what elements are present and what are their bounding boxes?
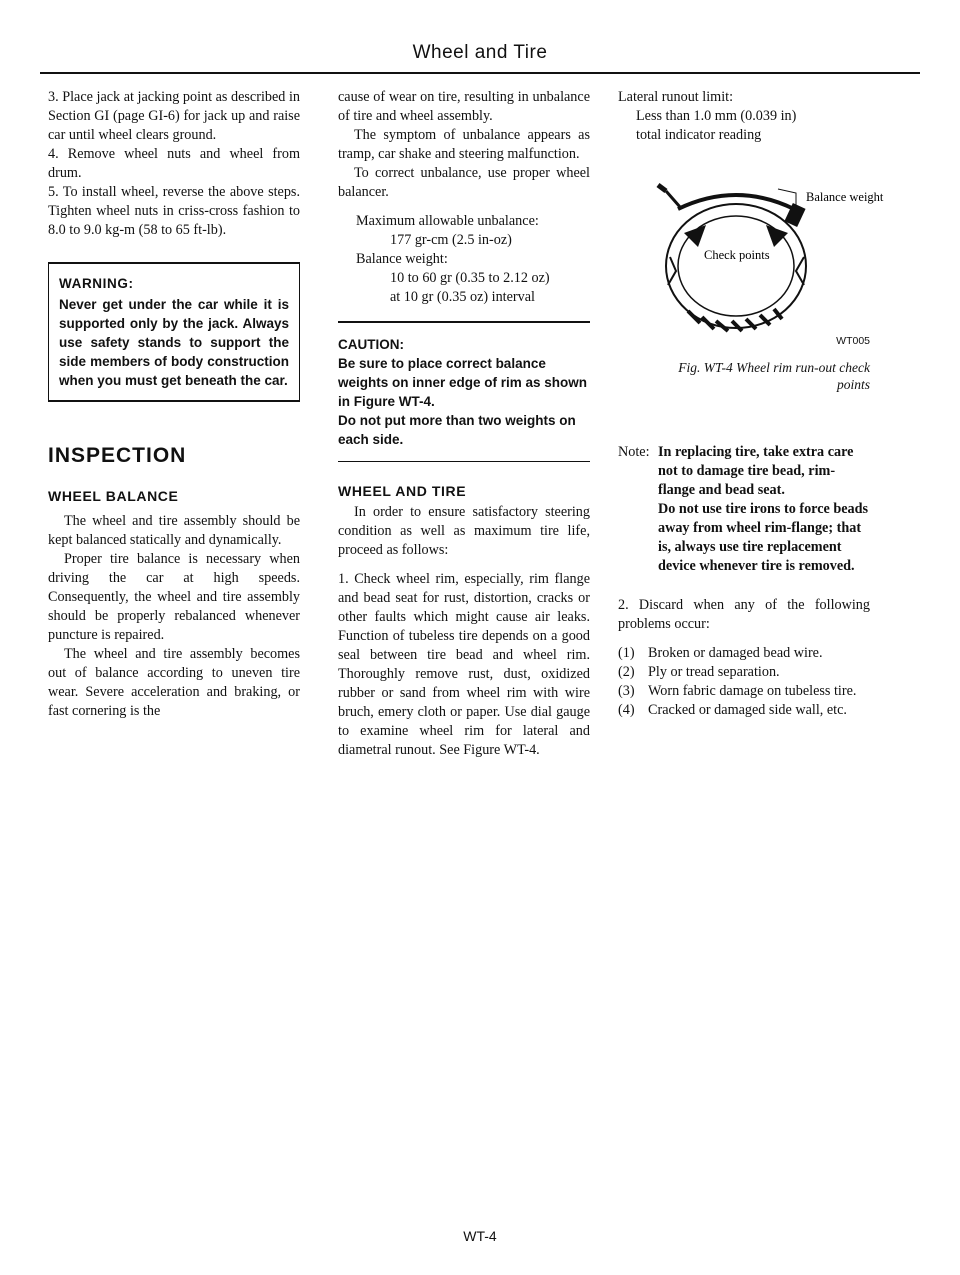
unbalance-paragraph-1: cause of wear on tire, resulting in unbalance of tire and wheel assembly.	[338, 89, 590, 124]
list-item	[618, 701, 870, 720]
label-check-points: Check points	[704, 248, 770, 262]
side-pointer-left	[668, 257, 676, 285]
note-label: Note:	[618, 444, 650, 460]
list-item	[618, 644, 870, 663]
list-item-number: (1)	[618, 645, 635, 661]
caution-box	[338, 323, 590, 461]
wheel-and-tire-heading: WHEEL AND TIRE	[338, 483, 467, 499]
figure-caption-line-1: Fig. WT-4 Wheel rim run-out check	[678, 360, 870, 375]
note-text-2: Do not use tire irons to force beads away from wheel rim-flange; that is, always use tire replacement device whenever tire is removed.	[658, 501, 869, 574]
wheel-tire-intro: In order to ensure satisfactory steering condition as well as maximum tire life, proceed as follows:	[338, 504, 590, 558]
tire-outline	[666, 204, 806, 328]
spec-label-balance-weight: Balance weight:	[356, 251, 448, 267]
side-pointer-right	[796, 257, 804, 285]
caution-bottom-rule	[338, 461, 590, 463]
warning-text: Never get under the car while it is supported only by the jack. Always use safety stands to support the side members of body construction when you must get beneath the car.	[59, 297, 289, 388]
label-balance-weight: Balance weight	[806, 190, 884, 204]
spec-value-balance-weight-range: 10 to 60 gr (0.35 to 2.12 oz)	[390, 270, 550, 286]
balance-specs	[338, 212, 590, 307]
spec-label-unbalance: Maximum allowable unbalance:	[356, 213, 539, 229]
wheel-balance-paragraph-1: The wheel and tire assembly should be kept balanced statically and dynamically.	[48, 513, 300, 548]
note-block	[618, 443, 870, 500]
list-item-number: (3)	[618, 683, 635, 699]
rim-flange-top	[678, 195, 794, 209]
wheel-balance-heading: WHEEL BALANCE	[48, 488, 179, 504]
spec-value-unbalance: 177 gr-cm (2.5 in-oz)	[390, 232, 512, 248]
step-5: 5. To install wheel, reverse the above steps. Tighten wheel nuts in criss-cross fashion to 8.0 to 9.0 kg-m (58 to 65 ft-lb).	[48, 184, 300, 238]
warning-box	[48, 262, 300, 402]
unbalance-paragraph-2: The symptom of unbalance appears as tramp, car shake and steering malfunction.	[338, 127, 590, 162]
note-text-1: In replacing tire, take extra care not to damage tire bead, rim-flange and bead seat.	[658, 444, 854, 498]
header-rule	[40, 72, 920, 74]
list-item-text: Worn fabric damage on tubeless tire.	[648, 683, 857, 699]
wheel-tire-step-1: 1. Check wheel rim, especially, rim flange and bead seat for rust, distortion, cracks or other faults which might cause air leaks. Function of tubeless tire depends on a good seal between tire bead and wheel rim. Thoroughly remove rust, dust, oxidized rubber or sand from wheel rim with wire bruch, emery cloth or paper. Use dial gauge to examine wheel rim for lateral and diametral runout. See Figure WT-4.	[338, 571, 590, 758]
list-item	[618, 663, 870, 682]
column-left	[48, 88, 300, 721]
page-header-title: Wheel and Tire	[412, 42, 548, 63]
wheel-balance-paragraph-2: Proper tire balance is necessary when driving the car at high speeds. Consequently, the wheel and tire assembly should be properly rebalanced whenever puncture is repaired.	[48, 551, 300, 643]
check-point-arrow-left	[684, 225, 706, 247]
step-3: 3. Place jack at jacking point as described in Section GI (page GI-6) for jack up and raise car until wheel clears ground.	[48, 89, 300, 143]
runout-label: Lateral runout limit:	[618, 89, 734, 105]
runout-value-1: Less than 1.0 mm (0.039 in)	[636, 108, 797, 124]
figure-caption-line-2: points	[836, 377, 870, 392]
spec-value-balance-weight-interval: at 10 gr (0.35 oz) interval	[390, 289, 535, 305]
caution-title: CAUTION:	[338, 336, 404, 352]
list-item-text: Broken or damaged bead wire.	[648, 645, 823, 661]
runout-value-2: total indicator reading	[636, 127, 762, 143]
caution-text-2: Do not put more than two weights on each side.	[338, 412, 576, 447]
unbalance-paragraph-3: To correct unbalance, use proper wheel balancer.	[338, 165, 590, 200]
inspection-heading: INSPECTION	[48, 444, 187, 467]
discard-intro: 2. Discard when any of the following problems occur:	[618, 597, 870, 632]
list-item-text: Ply or tread separation.	[648, 664, 780, 680]
step-4: 4. Remove wheel nuts and wheel from drum.	[48, 146, 300, 181]
discard-list	[618, 644, 870, 720]
column-right	[618, 88, 884, 720]
list-item	[618, 682, 870, 701]
page-number: WT-4	[463, 1228, 497, 1244]
check-point-arrow-right	[766, 225, 788, 247]
tool-handle-left	[658, 185, 666, 191]
figure-wheel-rim-runout	[618, 161, 884, 351]
list-item-number: (2)	[618, 664, 635, 680]
wheel-balance-paragraph-3: The wheel and tire assembly becomes out of balance according to uneven tire wear. Severe acceleration and braking, or fast cornering is the	[48, 646, 300, 719]
caution-text-1: Be sure to place correct balance weights on inner edge of rim as shown in Figure WT-4.	[338, 355, 588, 409]
column-middle	[338, 88, 590, 760]
tool-arm-left	[666, 191, 680, 207]
wheel-rim-diagram	[618, 161, 884, 351]
figure-code: WT005	[836, 335, 870, 347]
list-item-number: (4)	[618, 702, 635, 718]
list-item-text: Cracked or damaged side wall, etc.	[648, 702, 847, 718]
warning-title: WARNING:	[59, 276, 134, 291]
